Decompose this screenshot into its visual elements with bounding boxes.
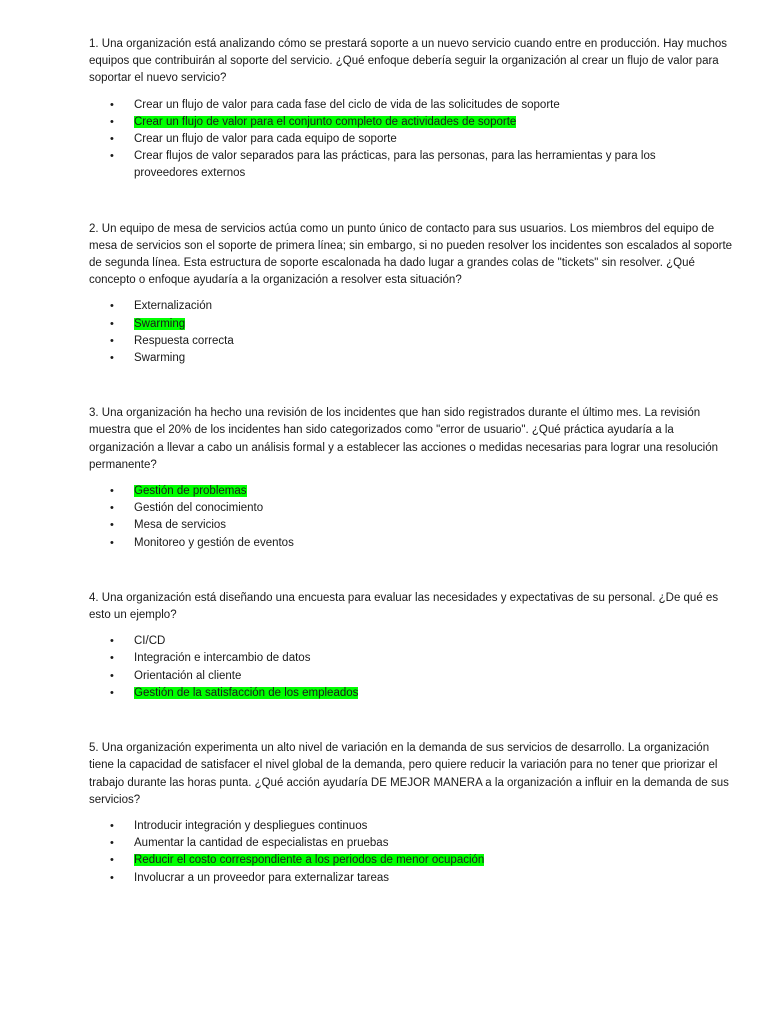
option-text: Swarming — [134, 352, 186, 365]
option-text-highlighted: Swarming — [134, 317, 186, 330]
option-item — [89, 114, 734, 131]
document-page — [89, 36, 734, 925]
options-list — [89, 483, 734, 552]
bullet-icon: • — [110, 837, 114, 850]
option-text: Respuesta correcta — [134, 334, 234, 347]
option-item — [89, 818, 734, 835]
bullet-icon: • — [110, 635, 114, 648]
bullet-icon: • — [110, 300, 114, 313]
option-text: Gestión del conocimiento — [134, 502, 264, 515]
option-item — [89, 633, 734, 650]
option-item — [89, 97, 734, 114]
option-item — [89, 835, 734, 852]
bullet-icon: • — [110, 669, 114, 682]
option-text: Crear un flujo de valor para cada fase del ciclo de vida de las solicitudes de soporte — [134, 98, 560, 111]
question-5 — [89, 740, 734, 887]
option-item — [89, 870, 734, 887]
question-text: 2. Un equipo de mesa de servicios actúa como un punto único de contacto para sus usuarios. Los miembros del equipo de mesa de servicios son el soporte de primera línea; sin embargo, si no pueden resolver los incidentes son escalados al soporte de segunda línea. Esta estructura de soporte escalonada ha dado lugar a grandes colas de "tickets" sin resolver. ¿Qué concepto o enfoque ayudaría a la organización a resolver esta situación? — [89, 222, 733, 287]
option-text-highlighted: Crear un flujo de valor para el conjunto completo de actividades de soporte — [134, 115, 517, 128]
option-item — [89, 483, 734, 500]
option-text-highlighted: Reducir el costo correspondiente a los periodos de menor ocupación — [134, 854, 485, 867]
option-item — [89, 852, 734, 869]
options-list — [89, 298, 734, 367]
option-item — [89, 668, 734, 685]
option-item — [89, 131, 734, 148]
bullet-icon: • — [110, 334, 114, 347]
question-2 — [89, 221, 734, 368]
option-text-highlighted: Gestión de la satisfacción de los empleados — [134, 686, 359, 699]
bullet-icon: • — [110, 150, 114, 163]
option-item — [89, 517, 734, 534]
question-text: 4. Una organización está diseñando una encuesta para evaluar las necesidades y expectativas de su personal. ¿De qué es esto un ejemplo? — [89, 591, 719, 622]
question-text: 5. Una organización experimenta un alto nivel de variación en la demanda de sus servicios de desarrollo. La organización tiene la capacidad de satisfacer el nivel global de la demanda, pero quiere reducir la variación para no tener que priorizar el trabajo durante las horas punta. ¿Qué acción ayudaría DE MEJOR MANERA a la organización a influir en la demanda de sus servicios? — [89, 742, 729, 806]
bullet-icon: • — [110, 502, 114, 515]
question-1 — [89, 36, 734, 183]
option-text: Integración e intercambio de datos — [134, 652, 311, 665]
option-text-highlighted: Gestión de problemas — [134, 485, 247, 498]
option-item — [89, 333, 734, 350]
option-item — [89, 685, 734, 702]
bullet-icon: • — [110, 485, 114, 498]
option-text: Introducir integración y despliegues continuos — [134, 819, 368, 832]
bullet-icon: • — [110, 652, 114, 665]
option-text: Crear flujos de valor separados para las prácticas, para las personas, para las herramientas y para los proveedores externos — [134, 150, 656, 180]
option-item — [89, 500, 734, 517]
bullet-icon: • — [110, 819, 114, 832]
option-item — [89, 650, 734, 667]
bullet-icon: • — [110, 317, 114, 330]
bullet-icon: • — [110, 98, 114, 111]
option-text: Crear un flujo de valor para cada equipo de soporte — [134, 133, 397, 146]
option-text: Involucrar a un proveedor para externalizar tareas — [134, 871, 390, 884]
option-item — [89, 350, 734, 367]
bullet-icon: • — [110, 115, 114, 128]
option-text: Orientación al cliente — [134, 669, 242, 682]
option-text: Externalización — [134, 300, 212, 313]
options-list — [89, 818, 734, 887]
bullet-icon: • — [110, 133, 114, 146]
question-3 — [89, 405, 734, 552]
option-text: Monitoreo y gestión de eventos — [134, 536, 294, 549]
bullet-icon: • — [110, 536, 114, 549]
bullet-icon: • — [110, 686, 114, 699]
option-item — [89, 535, 734, 552]
bullet-icon: • — [110, 854, 114, 867]
bullet-icon: • — [110, 519, 114, 532]
option-item — [89, 148, 734, 182]
option-text: Aumentar la cantidad de especialistas en pruebas — [134, 837, 389, 850]
option-text: CI/CD — [134, 635, 166, 648]
option-text: Mesa de servicios — [134, 519, 227, 532]
bullet-icon: • — [110, 352, 114, 365]
question-4 — [89, 590, 734, 702]
options-list — [89, 633, 734, 702]
option-item — [89, 316, 734, 333]
bullet-icon: • — [110, 871, 114, 884]
question-text: 1. Una organización está analizando cómo se prestará soporte a un nuevo servicio cuando entre en producción. Hay muchos equipos que contribuirán al soporte del servicio. ¿Qué enfoque debería seguir la organización al crear un flujo de valor para soportar el nuevo servicio? — [89, 38, 727, 85]
options-list — [89, 97, 734, 183]
question-text: 3. Una organización ha hecho una revisión de los incidentes que han sido registrados durante el último mes. La revisión muestra que el 20% de los incidentes han sido categorizados como "error de usuario". ¿Qué práctica ayudaría a la organización a llevar a cabo un análisis formal y a establecer las acciones o medidas necesarias para lograr una resolución permanente? — [89, 407, 719, 471]
option-item — [89, 298, 734, 315]
